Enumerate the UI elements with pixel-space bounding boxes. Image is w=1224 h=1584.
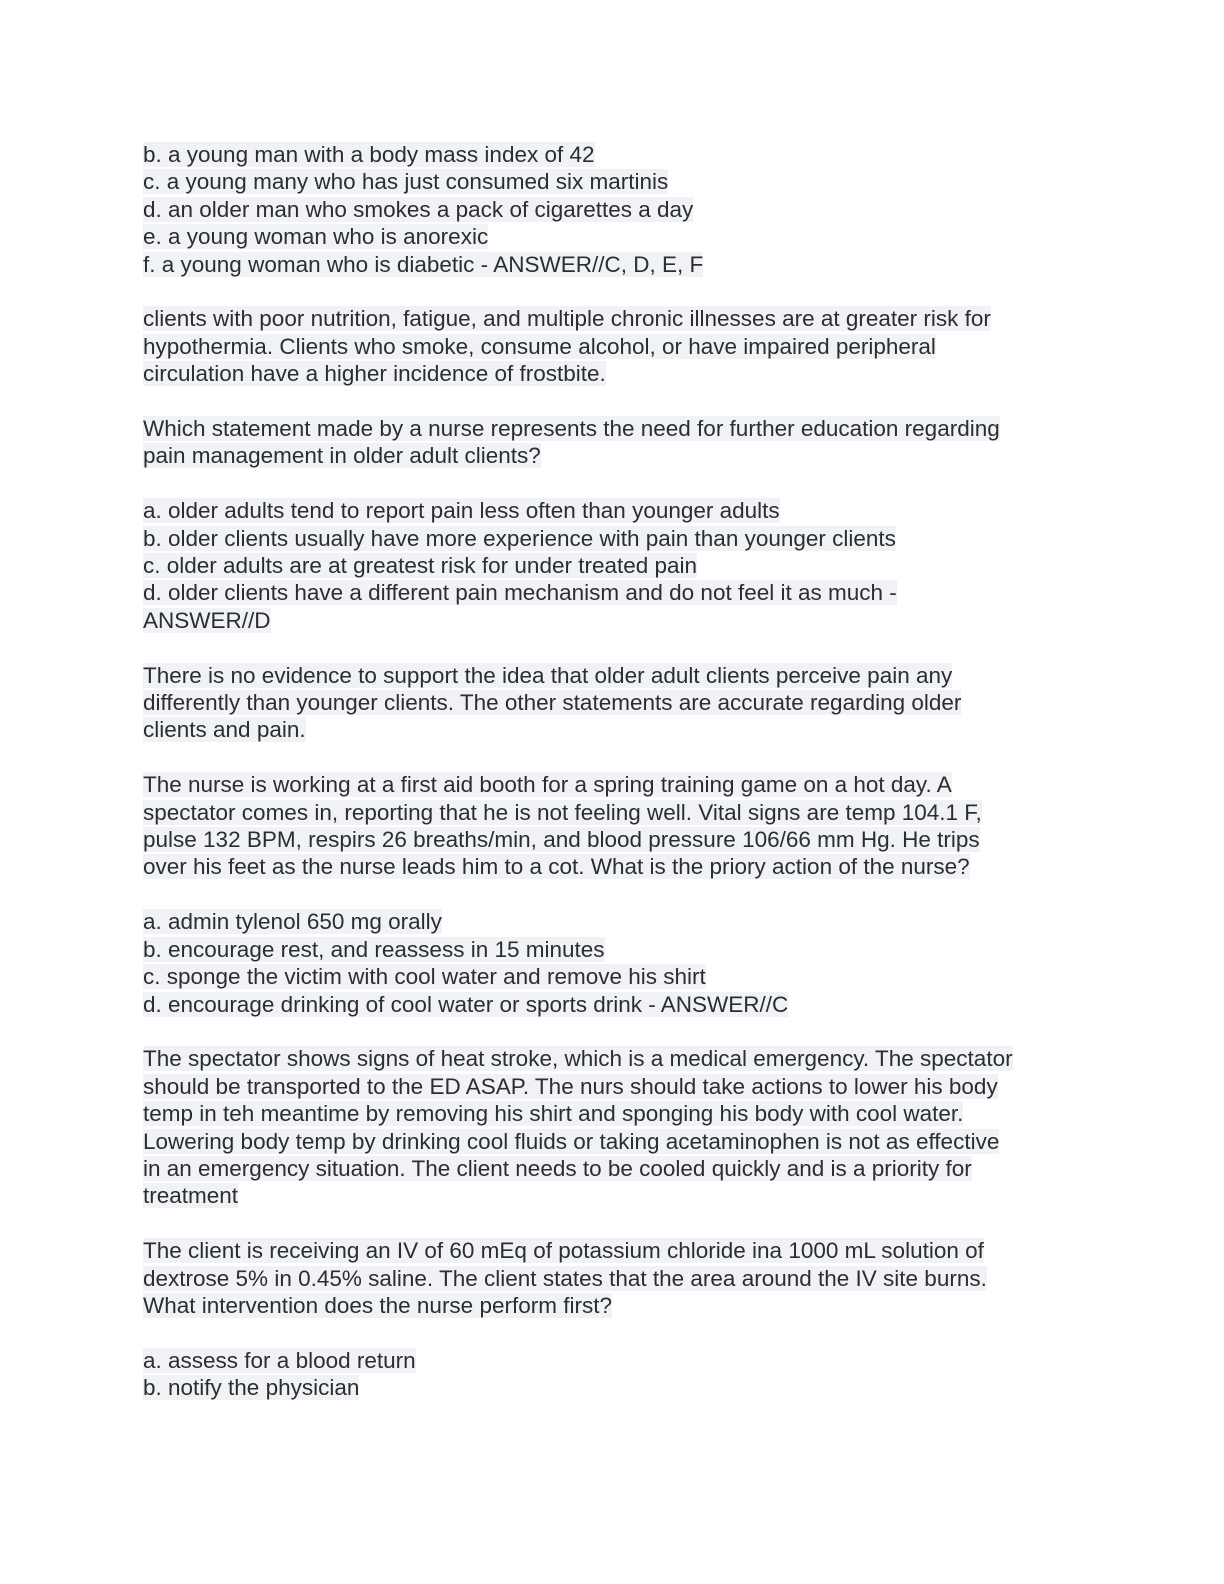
text-line: clients and pain. <box>143 717 306 743</box>
text-line: c. older adults are at greatest risk for under treated pain <box>143 553 698 579</box>
question-paragraph <box>143 415 1083 470</box>
answer-options-block <box>143 497 1083 634</box>
answer-options-block <box>143 1347 1083 1402</box>
text-line: c. a young many who has just consumed six martinis <box>143 169 669 195</box>
text-line: There is no evidence to support the idea that older adult clients perceive pain any <box>143 662 953 688</box>
text-line: dextrose 5% in 0.45% saline. The client states that the area around the IV site burns. <box>143 1265 987 1291</box>
text-line: temp in teh meantime by removing his shirt and sponging his body with cool water. <box>143 1101 964 1127</box>
page-content <box>143 141 1083 1429</box>
text-line: d. encourage drinking of cool water or sports drink - ANSWER//C <box>143 991 789 1017</box>
text-line: pain management in older adult clients? <box>143 443 541 469</box>
text-line: b. notify the physician <box>143 1375 360 1401</box>
text-line: circulation have a higher incidence of frostbite. <box>143 361 606 387</box>
text-line: b. a young man with a body mass index of 42 <box>143 142 595 167</box>
text-line: in an emergency situation. The client needs to be cooled quickly and is a priority for <box>143 1155 972 1181</box>
answer-options-block <box>143 908 1083 1018</box>
text-line: b. older clients usually have more experience with pain than younger clients <box>143 525 896 551</box>
text-line: over his feet as the nurse leads him to a cot. What is the priory action of the nurse? <box>143 854 970 880</box>
text-line: d. an older man who smokes a pack of cigarettes a day <box>143 196 694 222</box>
text-line: What intervention does the nurse perform first? <box>143 1292 612 1318</box>
text-line: should be transported to the ED ASAP. The nurs should take actions to lower his body <box>143 1073 998 1099</box>
text-line: differently than younger clients. The other statements are accurate regarding older <box>143 690 962 716</box>
text-line: ANSWER//D <box>143 607 271 633</box>
text-line: f. a young woman who is diabetic - ANSWER//C, D, E, F <box>143 251 704 277</box>
rationale-paragraph <box>143 1045 1083 1209</box>
text-line: The nurse is working at a first aid booth for a spring training game on a hot day. A <box>143 772 952 798</box>
rationale-paragraph <box>143 662 1083 744</box>
text-line: pulse 132 BPM, respirs 26 breaths/min, and blood pressure 106/66 mm Hg. He trips <box>143 827 980 853</box>
question-paragraph <box>143 1237 1083 1319</box>
answer-options-block <box>143 141 1083 278</box>
text-line: a. assess for a blood return <box>143 1347 416 1373</box>
text-line: b. encourage rest, and reassess in 15 minutes <box>143 936 605 962</box>
text-line: spectator comes in, reporting that he is not feeling well. Vital signs are temp 104.1 F, <box>143 799 982 825</box>
text-line: a. admin tylenol 650 mg orally <box>143 909 442 935</box>
text-line: Lowering body temp by drinking cool fluids or taking acetaminophen is not as effective <box>143 1128 1000 1154</box>
text-line: clients with poor nutrition, fatigue, and multiple chronic illnesses are at greater risk for <box>143 306 991 332</box>
text-line: a. older adults tend to report pain less often than younger adults <box>143 498 780 524</box>
text-line: hypothermia. Clients who smoke, consume alcohol, or have impaired peripheral <box>143 333 936 359</box>
question-paragraph <box>143 771 1083 881</box>
rationale-paragraph <box>143 305 1083 387</box>
text-line: c. sponge the victim with cool water and remove his shirt <box>143 964 706 990</box>
text-line: The client is receiving an IV of 60 mEq of potassium chloride ina 1000 mL solution of <box>143 1238 984 1264</box>
text-line: d. older clients have a different pain mechanism and do not feel it as much - <box>143 580 897 606</box>
text-line: e. a young woman who is anorexic <box>143 224 489 250</box>
text-line: treatment <box>143 1183 239 1209</box>
text-line: Which statement made by a nurse represents the need for further education regarding <box>143 416 1000 442</box>
text-line: The spectator shows signs of heat stroke, which is a medical emergency. The spectator <box>143 1046 1013 1072</box>
